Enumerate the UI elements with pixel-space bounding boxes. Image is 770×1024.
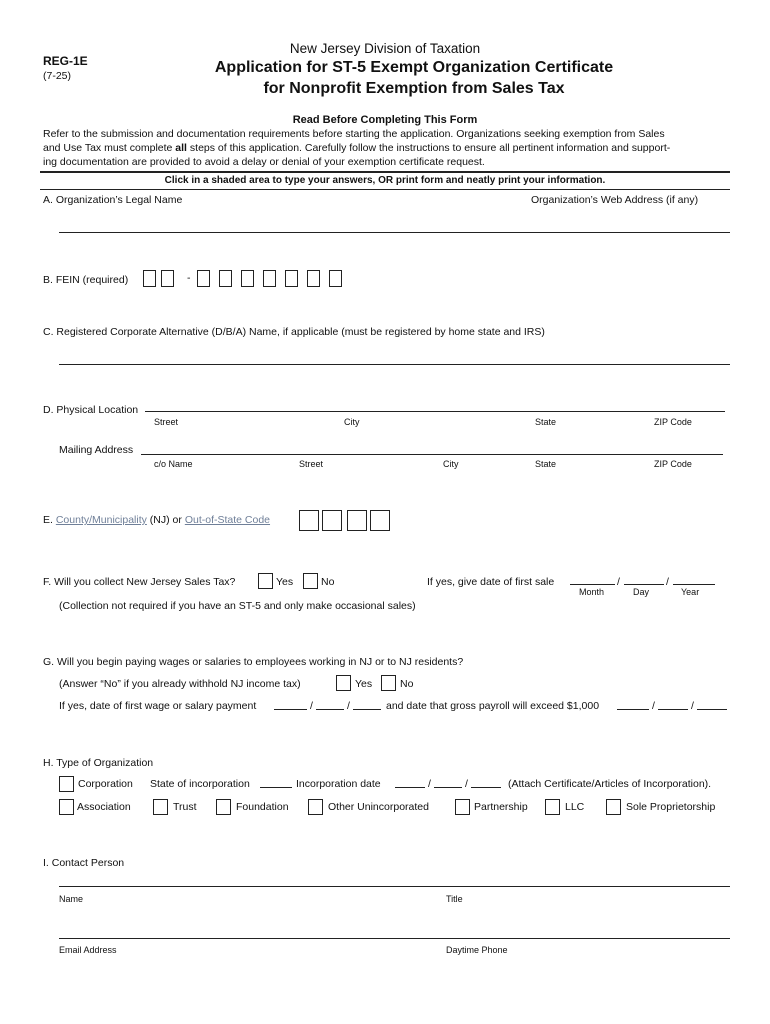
date-slash: / xyxy=(347,700,350,712)
dba-label: C. Registered Corporate Alternative (D/B/A) Name, if applicable (must be registered by home state and IRS) xyxy=(43,326,545,338)
llc-checkbox[interactable] xyxy=(545,799,560,815)
sales-tax-yes-label: Yes xyxy=(276,576,294,588)
city-caption: City xyxy=(344,417,360,427)
state-caption: State xyxy=(535,417,557,427)
attach-articles-note: (Attach Certificate/Articles of Incorporation). xyxy=(508,778,712,790)
mailing-address-field[interactable] xyxy=(141,454,723,455)
divider xyxy=(40,171,730,173)
county-municipality-link[interactable]: County/Municipality xyxy=(55,514,147,526)
name-caption: Name xyxy=(59,894,84,904)
fein-digit-box[interactable] xyxy=(143,270,156,287)
title-caption: Title xyxy=(446,894,463,904)
state-of-incorporation-field[interactable] xyxy=(260,787,292,788)
physical-location-field[interactable] xyxy=(145,411,725,412)
incorporation-month-field[interactable] xyxy=(395,787,425,788)
date-slash: / xyxy=(691,700,694,712)
fein-digit-box[interactable] xyxy=(263,270,276,287)
fein-digit-box[interactable] xyxy=(161,270,174,287)
trust-checkbox[interactable] xyxy=(153,799,168,815)
fein-dash: - xyxy=(187,272,191,284)
sole-proprietorship-label: Sole Proprietorship xyxy=(626,801,716,813)
divider xyxy=(40,189,730,190)
payroll-date-label: and date that gross payroll will exceed $1,000 xyxy=(386,700,600,712)
co-name-caption: c/o Name xyxy=(154,459,193,469)
date-slash: / xyxy=(310,700,313,712)
first-sale-day-field[interactable] xyxy=(624,584,664,585)
zip-caption: ZIP Code xyxy=(654,417,692,427)
agency-name: New Jersey Division of Taxation xyxy=(289,41,481,56)
foundation-label: Foundation xyxy=(236,801,289,813)
dba-field[interactable] xyxy=(59,364,730,365)
fein-digit-box[interactable] xyxy=(307,270,320,287)
contact-email-phone-field[interactable] xyxy=(59,938,730,939)
form-title-line1: Application for ST-5 Exempt Organization Certificate xyxy=(214,59,614,76)
org-type-label: H. Type of Organization xyxy=(43,757,154,769)
payroll-year-field[interactable] xyxy=(697,709,727,710)
fein-digit-box[interactable] xyxy=(329,270,342,287)
county-code-box[interactable] xyxy=(299,510,319,531)
foundation-checkbox[interactable] xyxy=(216,799,231,815)
first-sale-month-field[interactable] xyxy=(570,584,615,585)
payroll-month-field[interactable] xyxy=(617,709,649,710)
mailing-zip-caption: ZIP Code xyxy=(654,459,692,469)
partnership-checkbox[interactable] xyxy=(455,799,470,815)
wages-yes-checkbox[interactable] xyxy=(336,675,351,691)
phone-caption: Daytime Phone xyxy=(446,945,508,955)
association-label: Association xyxy=(77,801,131,813)
sole-proprietorship-checkbox[interactable] xyxy=(606,799,621,815)
payroll-day-field[interactable] xyxy=(658,709,688,710)
legal-name-label: A. Organization’s Legal Name xyxy=(43,194,183,206)
day-caption: Day xyxy=(633,587,650,597)
street-caption: Street xyxy=(154,417,179,427)
instructions-line3: ing documentation are provided to avoid a delay or denial of your exemption certificate request. xyxy=(43,156,485,168)
date-slash: / xyxy=(652,700,655,712)
wages-no-checkbox[interactable] xyxy=(381,675,396,691)
mailing-state-caption: State xyxy=(535,459,557,469)
fein-digit-box[interactable] xyxy=(197,270,210,287)
wages-note: (Answer “No” if you already withhold NJ income tax) xyxy=(59,678,301,690)
form-id: REG-1E xyxy=(43,54,88,68)
wages-yes-label: Yes xyxy=(355,678,373,690)
sales-tax-yes-checkbox[interactable] xyxy=(258,573,273,589)
web-address-label: Organization’s Web Address (if any) xyxy=(531,194,699,206)
shaded-note: Click in a shaded area to type your answers, OR print form and neatly print your information. xyxy=(164,175,606,186)
fein-digit-box[interactable] xyxy=(219,270,232,287)
incorporation-date-label: Incorporation date xyxy=(296,778,381,790)
sales-tax-note: (Collection not required if you have an ST-5 and only make occasional sales) xyxy=(59,600,416,612)
state-of-incorporation-label: State of incorporation xyxy=(150,778,250,790)
partnership-label: Partnership xyxy=(474,801,528,813)
county-code-label: E. County/Municipality (NJ) or Out-of-State Code xyxy=(43,514,271,526)
month-caption: Month xyxy=(579,587,605,597)
instructions-heading: Read Before Completing This Form xyxy=(292,114,478,126)
first-wage-year-field[interactable] xyxy=(353,709,381,710)
county-code-box[interactable] xyxy=(370,510,390,531)
date-slash: / xyxy=(617,576,620,588)
trust-label: Trust xyxy=(173,801,197,813)
fein-digit-box[interactable] xyxy=(241,270,254,287)
fein-digit-box[interactable] xyxy=(285,270,298,287)
instructions-line1: Refer to the submission and documentation requirements before starting the application. Organizations seeking exemption from Sales xyxy=(43,128,665,140)
county-code-box[interactable] xyxy=(347,510,367,531)
email-caption: Email Address xyxy=(59,945,117,955)
llc-label: LLC xyxy=(565,801,585,813)
first-sale-date-label: If yes, give date of first sale xyxy=(427,576,555,588)
instructions-line2: and Use Tax must complete all steps of this application. Carefully follow the instructions to ensure all pertinent information and support- xyxy=(43,142,671,154)
form-title-line2: for Nonprofit Exemption from Sales Tax xyxy=(263,80,565,97)
incorporation-year-field[interactable] xyxy=(471,787,501,788)
date-slash: / xyxy=(666,576,669,588)
date-slash: / xyxy=(465,778,468,790)
sales-tax-no-checkbox[interactable] xyxy=(303,573,318,589)
first-wage-day-field[interactable] xyxy=(316,709,344,710)
sales-tax-no-label: No xyxy=(321,576,335,588)
first-sale-year-field[interactable] xyxy=(673,584,715,585)
date-slash: / xyxy=(428,778,431,790)
contact-person-label: I. Contact Person xyxy=(43,857,125,869)
corporation-label: Corporation xyxy=(78,778,133,790)
mailing-city-caption: City xyxy=(443,459,459,469)
association-checkbox[interactable] xyxy=(59,799,74,815)
sales-tax-question: F. Will you collect New Jersey Sales Tax? xyxy=(43,576,236,588)
other-unincorporated-label: Other Unincorporated xyxy=(328,801,429,813)
first-wage-date-label: If yes, date of first wage or salary payment xyxy=(59,700,257,712)
first-wage-month-field[interactable] xyxy=(274,709,307,710)
contact-name-title-field[interactable] xyxy=(59,886,730,887)
corporation-checkbox[interactable] xyxy=(59,776,74,792)
form-date: (7-25) xyxy=(43,70,72,82)
mailing-street-caption: Street xyxy=(299,459,324,469)
legal-name-field[interactable] xyxy=(59,232,730,233)
year-caption: Year xyxy=(681,587,700,597)
mailing-address-label: Mailing Address xyxy=(59,444,134,456)
wages-no-label: No xyxy=(400,678,414,690)
county-code-box[interactable] xyxy=(322,510,342,531)
incorporation-day-field[interactable] xyxy=(434,787,462,788)
out-of-state-code-link[interactable]: Out-of-State Code xyxy=(184,514,271,526)
physical-location-label: D. Physical Location xyxy=(43,404,139,416)
fein-label: B. FEIN (required) xyxy=(43,274,129,286)
wages-question: G. Will you begin paying wages or salaries to employees working in NJ or to NJ residents? xyxy=(43,656,464,668)
other-unincorporated-checkbox[interactable] xyxy=(308,799,323,815)
